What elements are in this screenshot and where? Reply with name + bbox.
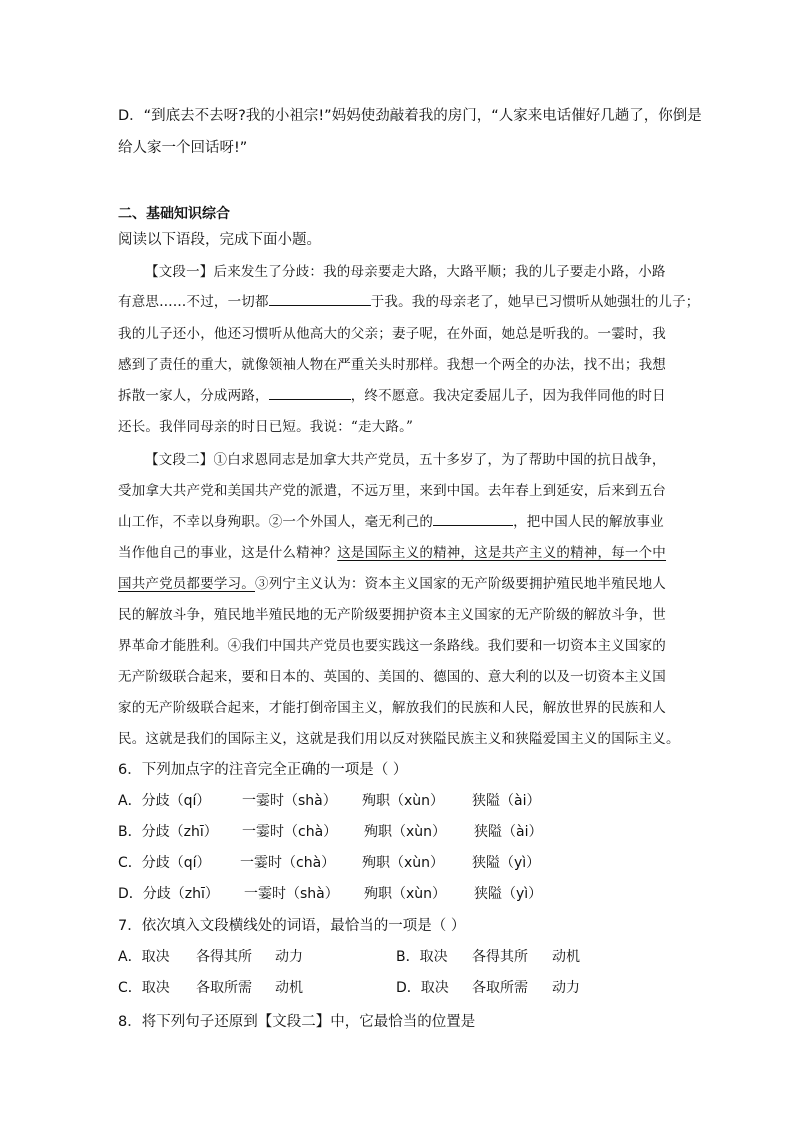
passage2-line-10: 民。这就是我们的国际主义，这就是我们用以反对狭隘民族主义和狭隘爱国主义的国际主义。 bbox=[118, 731, 680, 747]
option-d-line-1: D．“到底去不去呀?我的小祖宗!”妈妈使劲敲着我的房门，“人家来电话催好几趟了，你倒是 bbox=[118, 108, 702, 124]
q7-option-a-1: A．取决 bbox=[118, 949, 170, 965]
q7-option-c-1: C．取决 bbox=[118, 980, 170, 996]
fill-blank-1 bbox=[269, 291, 371, 306]
fill-blank-2 bbox=[269, 385, 351, 400]
q7-option-a-2: 各得其所 bbox=[196, 949, 252, 965]
section-title: 二、基础知识综合 bbox=[118, 206, 230, 222]
question-7-stem: 7．依次填入文段横线处的词语，最恰当的一项是（ ） bbox=[118, 918, 466, 934]
q7-option-c-2: 各取所需 bbox=[196, 980, 252, 996]
q6-option-c-4: 狭隘（yì） bbox=[472, 855, 541, 871]
passage2-line-8: 无产阶级联合起来，要和日本的、英国的、美国的、德国的、意大利的以及一切资本主义国 bbox=[118, 669, 666, 685]
fill-blank-3 bbox=[433, 511, 513, 526]
passage2-line-4a: 当作他自己的事业，这是什么精神？ bbox=[118, 545, 338, 561]
question-8-stem: 8．将下列句子还原到【文段二】中，它最恰当的位置是 bbox=[118, 1014, 476, 1030]
passage1-line-2a: 有意思……不过，一切都 bbox=[118, 294, 269, 310]
passage2-line-4 bbox=[118, 541, 666, 561]
option-d-line-2: 给人家一个回话呀!” bbox=[118, 140, 248, 156]
q7-option-b-2: 各得其所 bbox=[472, 949, 528, 965]
q7-option-b-3: 动机 bbox=[552, 949, 580, 965]
q6-option-d-4: 狭隘（yì） bbox=[474, 886, 543, 902]
passage1-line-2b: 于我。我的母亲老了，她早已习惯听从她强壮的儿子； bbox=[370, 294, 700, 310]
passage1-line-2 bbox=[118, 290, 700, 310]
passage2-line-5b: ③列宁主义认为：资本主义国家的无产阶级要拥护殖民地半殖民地人 bbox=[255, 576, 666, 592]
question-6-stem: 6．下列加点字的注音完全正确的一项是（ ） bbox=[118, 762, 408, 778]
q6-option-c-2: 一霎时（chà） bbox=[240, 855, 336, 871]
passage2-line-3b: ，把中国人民的解放事业 bbox=[513, 514, 664, 530]
q6-option-b-1: B．分歧（zhī） bbox=[118, 824, 218, 840]
q7-option-c-3: 动机 bbox=[275, 980, 303, 996]
q6-option-c-1: C．分歧（qí） bbox=[118, 855, 211, 871]
q6-option-b-4: 狭隘（ài） bbox=[474, 824, 543, 840]
section-instruction: 阅读以下语段，完成下面小题。 bbox=[118, 232, 321, 248]
q6-option-a-3: 殉职（xùn） bbox=[362, 793, 445, 809]
passage2-line-6: 民的解放斗争，殖民地半殖民地的无产阶级要拥护资本主义国家的无产阶级的解放斗争，世 bbox=[118, 607, 666, 623]
q6-option-b-3: 殉职（xùn） bbox=[364, 824, 447, 840]
passage1-line-6: 还长。我伴同母亲的时日已短。我说：“走大路。” bbox=[118, 419, 414, 435]
passage1-line-5b: ，终不愿意。我决定委屈儿子，因为我伴同他的时日 bbox=[350, 388, 666, 404]
q6-option-b-2: 一霎时（chà） bbox=[242, 824, 338, 840]
q6-option-a-4: 狭隘（ài） bbox=[472, 793, 541, 809]
q6-option-a-1: A．分歧（qí） bbox=[118, 793, 211, 809]
passage1-line-1: 【文段一】后来发生了分歧：我的母亲要走大路，大路平顺；我的儿子要走小路，小路 bbox=[145, 264, 666, 280]
passage2-line-2: 受加拿大共产党和美国共产党的派遣，不远万里，来到中国。去年春上到延安，后来到五台 bbox=[118, 483, 666, 499]
q7-option-d-1: D．取决 bbox=[396, 980, 449, 996]
passage2-line-9: 家的无产阶级联合起来，才能打倒帝国主义，解放我们的民族和人民，解放世界的民族和人 bbox=[118, 700, 666, 716]
underlined-sentence-part-2: 国共产党员都要学习。 bbox=[118, 576, 255, 592]
passage1-line-3: 我的儿子还小，他还习惯听从他高大的父亲；妻子呢，在外面，她总是听我的。一霎时，我 bbox=[118, 326, 666, 342]
q7-option-b-1: B．取决 bbox=[396, 949, 448, 965]
underlined-sentence-part-1: 这是国际主义的精神，这是共产主义的精神，每一个中 bbox=[337, 545, 667, 561]
q6-option-c-3: 殉职（xùn） bbox=[362, 855, 445, 871]
passage1-line-4: 感到了责任的重大，就像领袖人物在严重关头时那样。我想一个两全的办法，找不出；我想 bbox=[118, 357, 666, 373]
q6-option-d-2: 一霎时（shà） bbox=[244, 886, 339, 902]
q6-option-d-3: 殉职（xùn） bbox=[364, 886, 447, 902]
q6-option-a-2: 一霎时（shà） bbox=[242, 793, 337, 809]
passage1-line-5a: 拆散一家人，分成两路， bbox=[118, 388, 269, 404]
passage1-line-5 bbox=[118, 384, 666, 404]
passage2-line-5 bbox=[118, 572, 666, 592]
passage2-line-1: 【文段二】①白求恩同志是加拿大共产党员，五十多岁了，为了帮助中国的抗日战争， bbox=[145, 452, 666, 468]
passage2-line-3a: 山工作，不幸以身殉职。②一个外国人，毫无利己的 bbox=[118, 514, 434, 530]
q7-option-d-2: 各取所需 bbox=[472, 980, 528, 996]
q7-option-a-3: 动力 bbox=[275, 949, 303, 965]
q7-option-d-3: 动力 bbox=[552, 980, 580, 996]
passage2-line-3 bbox=[118, 510, 664, 530]
passage2-line-7: 界革命才能胜利。④我们中国共产党员也要实践这一条路线。我们要和一切资本主义国家的 bbox=[118, 638, 666, 654]
q6-option-d-1: D．分歧（zhī） bbox=[118, 886, 219, 902]
